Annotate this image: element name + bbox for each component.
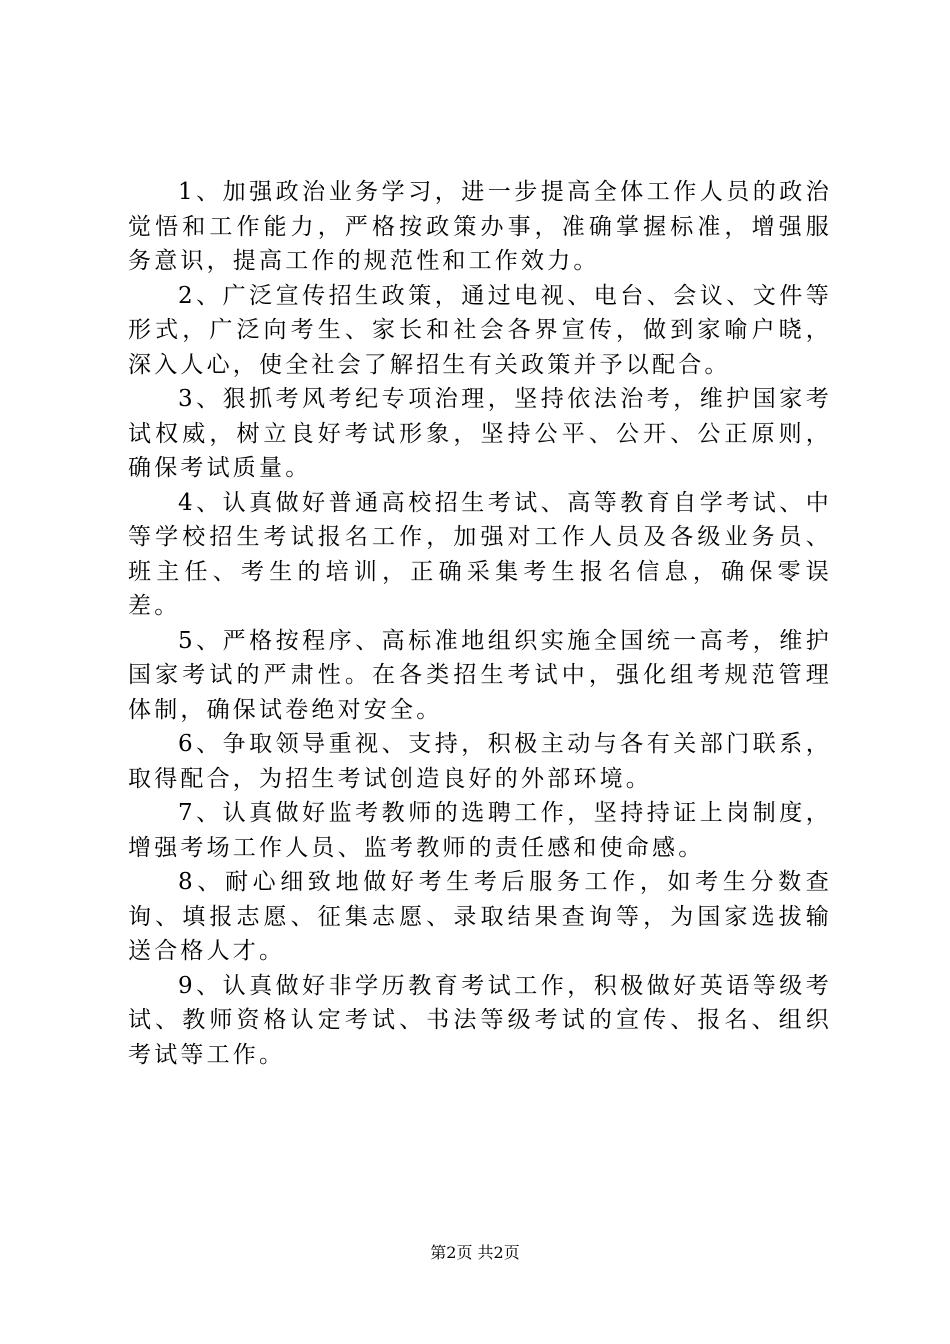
paragraph-item-8: 8、耐心细致地做好考生考后服务工作，如考生分数查询、填报志愿、征集志愿、录取结果查询等，为国家选拔输送合格人才。 <box>128 869 832 964</box>
paragraph-item-4: 4、认真做好普通高校招生考试、高等教育自学考试、中等学校招生考试报名工作，加强对工作人员及各级业务员、班主任、考生的培训，正确采集考生报名信息，确保零误差。 <box>128 489 832 619</box>
page-number-footer: 第2页 共2页 <box>430 1243 520 1262</box>
paragraph-item-2: 2、广泛宣传招生政策，通过电视、电台、会议、文件等形式，广泛向考生、家长和社会各界宣传，做到家喻户晓，深入人心，使全社会了解招生有关政策并予以配合。 <box>128 282 832 378</box>
paragraph-item-3: 3、狠抓考风考纪专项治理，坚持依法治考，维护国家考试权威，树立良好考试形象，坚持公平、公开、公正原则，确保考试质量。 <box>128 386 832 481</box>
paragraph-item-7: 7、认真做好监考教师的选聘工作，坚持持证上岗制度，增强考场工作人员、监考教师的责任感和使命感。 <box>128 800 832 861</box>
paragraph-item-9: 9、认真做好非学历教育考试工作，积极做好英语等级考试、教师资格认定考试、书法等级考试的宣传、报名、组织考试等工作。 <box>128 972 832 1068</box>
paragraph-item-1: 1、加强政治业务学习，进一步提高全体工作人员的政治觉悟和工作能力，严格按政策办事，准确掌握标准，增强服务意识，提高工作的规范性和工作效力。 <box>128 179 832 274</box>
paragraph-item-6: 6、争取领导重视、支持，积极主动与各有关部门联系，取得配合，为招生考试创造良好的外部环境。 <box>128 731 832 792</box>
document-body <box>128 175 832 1072</box>
paragraph-item-5: 5、严格按程序、高标准地组织实施全国统一高考，维护国家考试的严肃性。在各类招生考试中，强化组考规范管理体制，确保试卷绝对安全。 <box>128 627 832 723</box>
